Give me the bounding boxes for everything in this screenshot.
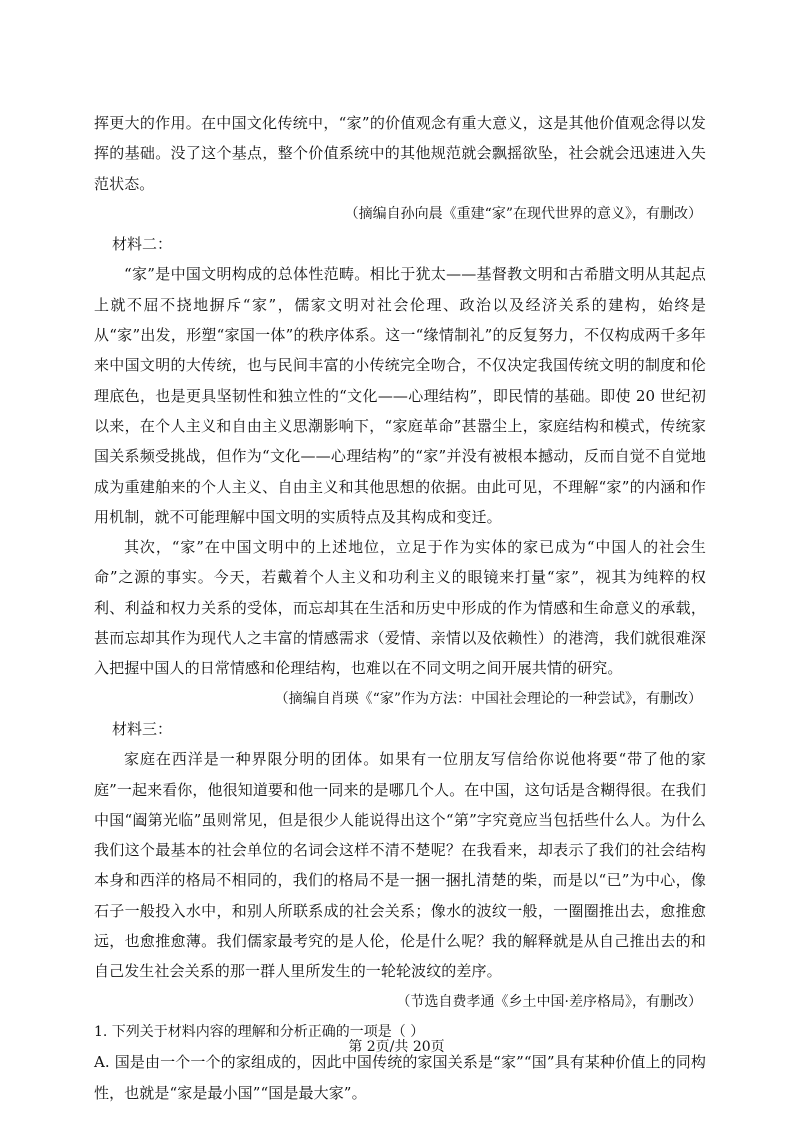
paragraph-material-3: 家庭在西洋是一种界限分明的团体。如果有一位朋友写信给你说他将要“带了他的家庭”一起来看你，他很知道要和他一同来的是哪几个人。在中国，这句话是含糊得很。在我们中国“阖第光临”虽则常见，但是很少人能说得出这个“第”字究竟应当包括些什么人。为什么我们这个最基本的社会单位的名词会这样不清不楚呢？在我看来，却表示了我们的社会结构本身和西洋的格局不相同的，我们的格局不是一捆一捆扎清楚的柴，而是以“已”为中心，像石子一般投入水中，和别人所联系成的社会关系；像水的波纹一般，一圈圈推出去，愈推愈远，也愈推愈薄。我们儒家最考究的是人伦，伦是什么呢？我的解释就是从自己推出去的和自己发生社会关系的那一群人里所发生的一轮轮波纹的差序。 — [94, 750, 706, 981]
source-citation-1: （摘编自孙向晨《重建“家”在现代世界的意义》，有删改） — [344, 205, 702, 222]
paragraph-material-2-a: “家”是中国文明构成的总体性范畴。相比于犹太——基督教文明和古希腊文明从其起点上就不屈不挠地摒斥“家”，儒家文明对社会伦理、政治以及经济关系的建构，始终是从“家”出发，形塑“家国一体”的秩序体系。这一“缘情制礼”的反复努力，不仅构成两千多年来中国文明的大传统，也与民间丰富的小传统完全吻合，不仅决定我国传统文明的制度和伦理底色，也是更具坚韧性和独立性的“文化——心理结构”，即民情的基础。即使 20 世纪初以来，在个人主义和自由主义思潮影响下，“家庭革命”甚嚣尘上，家庭结构和模式，传统家国关系频受挑战，但作为“文化——心理结构”的“家”并没有被根本撼动，反而自觉不自觉地成为重建舶来的个人主义、自由主义和其他思想的依据。由此可见，不理解“家”的内涵和作用机制，就不可能理解中国文明的实质特点及其构成和变迁。 — [94, 265, 706, 526]
question-1: 1. 下列关于材料内容的理解和分析正确的一项是（ ） — [94, 1023, 425, 1040]
page-content — [94, 108, 706, 1108]
material-2-heading: 材料二： — [112, 235, 173, 254]
source-citation-2: （摘编自肖瑛《“家”作为方法：中国社会理论的一种尝试》，有删改） — [274, 690, 702, 707]
option-a: A. 国是由一个一个的家组成的，因此中国传统的家国关系是“家”“国”具有某种价值上的同构性，也就是“家是最小国”“国是最大家”。 — [94, 1053, 706, 1102]
source-citation-3: （节选自费孝通《乡土中国·差序格局》，有删改） — [396, 993, 702, 1010]
paragraph-material-2-b: 其次，“家”在中国文明中的上述地位，立足于作为实体的家已成为“中国人的社会生命”之源的事实。今天，若戴着个人主义和功利主义的眼镜来打量“家”，视其为纯粹的权利、利益和权力关系的受体，而忘却其在生活和历史中形成的作为情感和生命意义的承载，甚而忘却其作为现代人之丰富的情感需求（爱情、亲情以及依赖性）的港湾，我们就很难深入把握中国人的日常情感和伦理结构，也难以在不同文明之间开展共情的研究。 — [94, 538, 706, 678]
paragraph-material-1-end: 挥更大的作用。在中国文化传统中，“家”的价值观念有重大意义，这是其他价值观念得以发挥的基础。没了这个基点，整个价值系统中的其他规范就会飘摇欲坠，社会就会迅速进入失范状态。 — [94, 114, 706, 193]
page-number-footer: 第 2页/共 20页 — [348, 1039, 445, 1055]
material-3-heading: 材料三： — [112, 719, 173, 738]
